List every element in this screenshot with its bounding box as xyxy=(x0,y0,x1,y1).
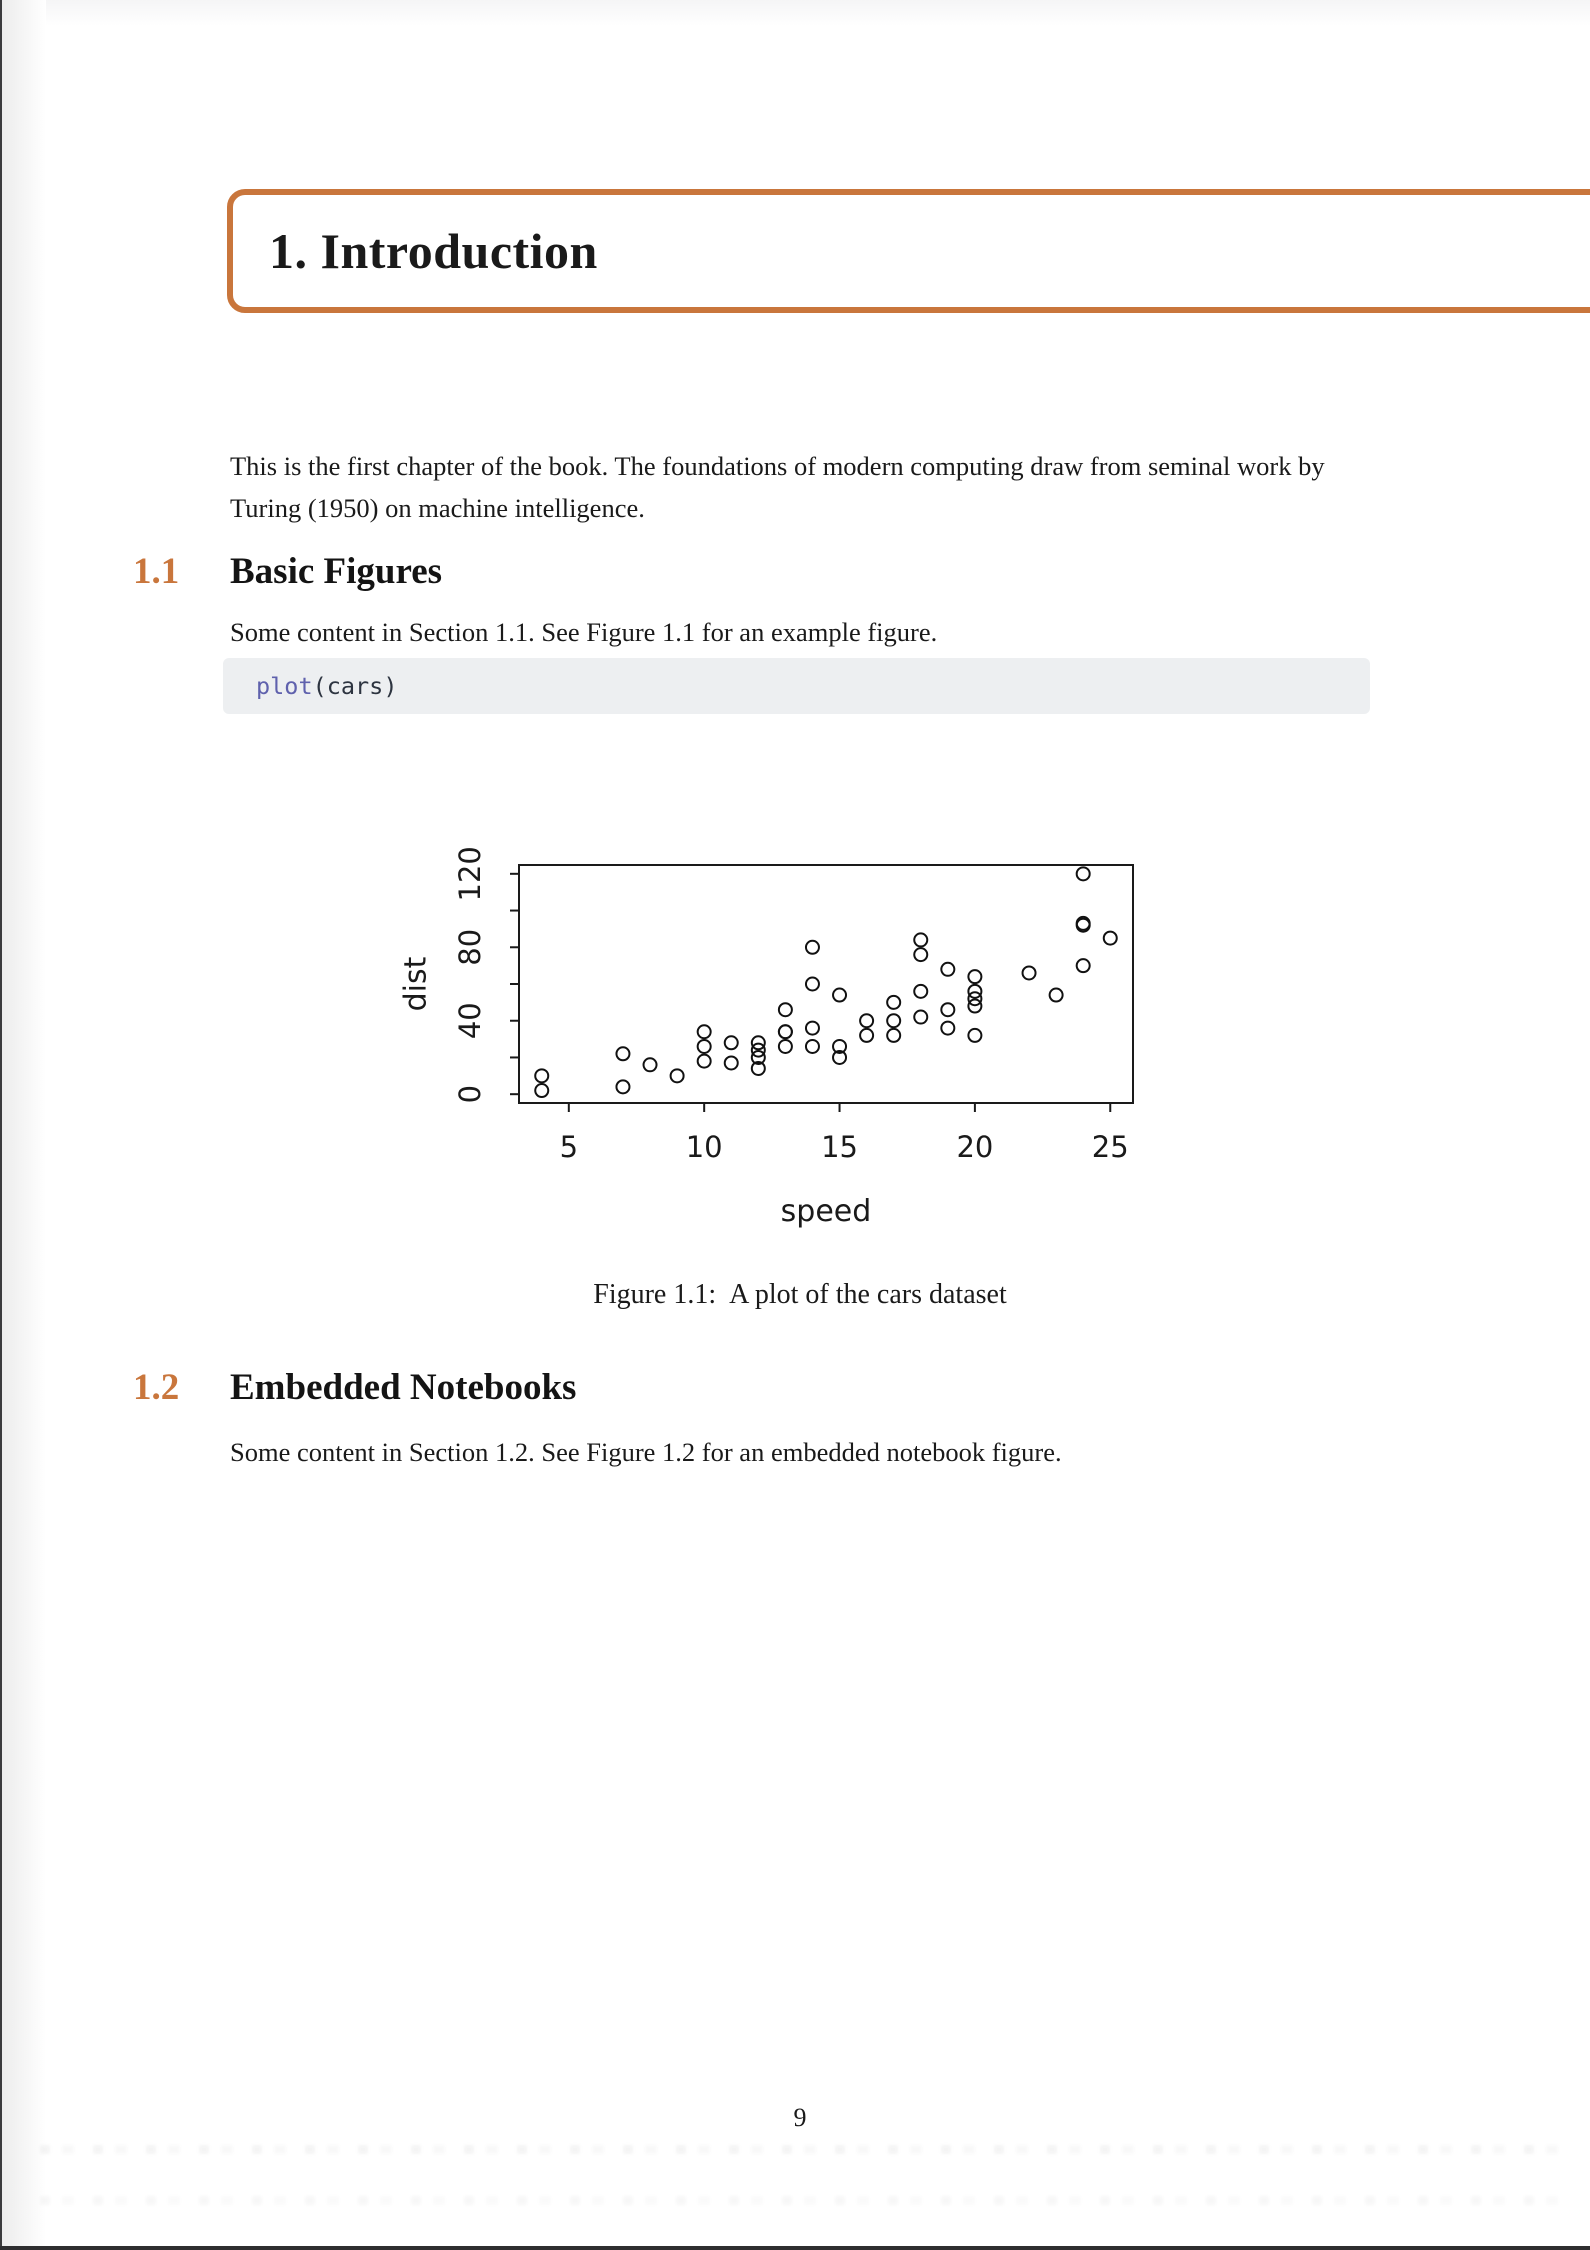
code-block xyxy=(223,658,1370,714)
section-1-1-paragraph: Some content in Section 1.1. See Figure 1.1 for an example figure. xyxy=(230,617,938,647)
section-number: 1.1 xyxy=(133,551,180,592)
data-point xyxy=(1077,867,1090,880)
code-keyword: plot xyxy=(256,672,313,700)
cars-scatter-plot xyxy=(370,843,1180,1273)
data-point xyxy=(806,1022,819,1035)
data-point xyxy=(671,1069,684,1082)
plot-frame xyxy=(519,865,1133,1103)
data-point xyxy=(941,963,954,976)
section-title: Embedded Notebooks xyxy=(230,1367,577,1408)
y-axis-tick-label: 0 xyxy=(453,1084,487,1104)
data-point xyxy=(887,996,900,1009)
data-point xyxy=(860,1014,873,1027)
data-point xyxy=(941,1003,954,1016)
chapter-title-box xyxy=(227,189,1590,313)
data-point xyxy=(887,1029,900,1042)
data-point xyxy=(1023,966,1036,979)
data-point xyxy=(616,1047,629,1060)
data-point xyxy=(806,978,819,991)
y-axis-label: dist xyxy=(398,956,434,1012)
data-point xyxy=(833,989,846,1002)
data-point xyxy=(806,941,819,954)
data-point xyxy=(698,1040,711,1053)
next-page-text-blur-2 xyxy=(40,2196,1560,2205)
figure-caption-text: A plot of the cars dataset xyxy=(729,1279,1007,1310)
data-point xyxy=(779,1025,792,1038)
data-point xyxy=(914,985,927,998)
section-title: Basic Figures xyxy=(230,551,443,592)
window-left-edge xyxy=(0,0,2,2250)
code-arguments: (cars) xyxy=(312,672,398,700)
x-axis-tick-label: 25 xyxy=(1091,1130,1129,1164)
section-1-2-heading xyxy=(0,1366,1400,1412)
intro-paragraph: This is the first chapter of the book. The foundations of modern computing draw from seminal work by Turing (1950) on machine intelligence. xyxy=(230,451,1325,523)
data-point xyxy=(535,1069,548,1082)
data-point xyxy=(779,1040,792,1053)
figure-caption-label: Figure 1.1: xyxy=(593,1279,717,1310)
figure-caption xyxy=(230,1279,1370,1311)
data-point xyxy=(860,1029,873,1042)
data-point xyxy=(616,1080,629,1093)
x-axis-tick-label: 20 xyxy=(956,1130,994,1164)
x-axis-tick-label: 5 xyxy=(559,1130,579,1164)
data-point xyxy=(914,948,927,961)
y-axis-tick-label: 80 xyxy=(453,928,487,966)
data-point xyxy=(1050,989,1063,1002)
cars-plot-figure xyxy=(370,843,1180,1273)
data-point xyxy=(968,970,981,983)
data-point xyxy=(535,1084,548,1097)
section-1-1-heading xyxy=(0,550,1400,596)
data-point xyxy=(779,1003,792,1016)
y-axis-tick-label: 120 xyxy=(453,846,487,902)
data-point xyxy=(914,1011,927,1024)
data-point xyxy=(698,1025,711,1038)
data-point xyxy=(914,933,927,946)
data-point xyxy=(1104,932,1117,945)
data-point xyxy=(887,1014,900,1027)
top-edge-shadow xyxy=(0,0,1590,26)
section-number: 1.2 xyxy=(133,1367,180,1408)
chapter-title: 1. Introduction xyxy=(269,223,598,279)
y-axis-tick-label: 40 xyxy=(453,1002,487,1040)
data-point xyxy=(698,1055,711,1068)
data-point xyxy=(725,1056,738,1069)
x-axis-tick-label: 15 xyxy=(821,1130,858,1164)
section-1-2-paragraph: Some content in Section 1.2. See Figure 1.2 for an embedded notebook figure. xyxy=(230,1437,1062,1467)
x-axis-label: speed xyxy=(780,1194,872,1229)
data-point xyxy=(941,1022,954,1035)
page-number: 9 xyxy=(793,2103,807,2132)
left-edge-shadow xyxy=(2,0,46,2250)
data-point xyxy=(644,1058,657,1071)
data-point xyxy=(1077,959,1090,972)
data-point xyxy=(968,1029,981,1042)
x-axis-tick-label: 10 xyxy=(685,1130,723,1164)
window-bottom-edge xyxy=(0,2246,1590,2250)
data-point xyxy=(725,1036,738,1049)
data-point xyxy=(806,1040,819,1053)
next-page-text-blur-1 xyxy=(40,2145,1560,2154)
